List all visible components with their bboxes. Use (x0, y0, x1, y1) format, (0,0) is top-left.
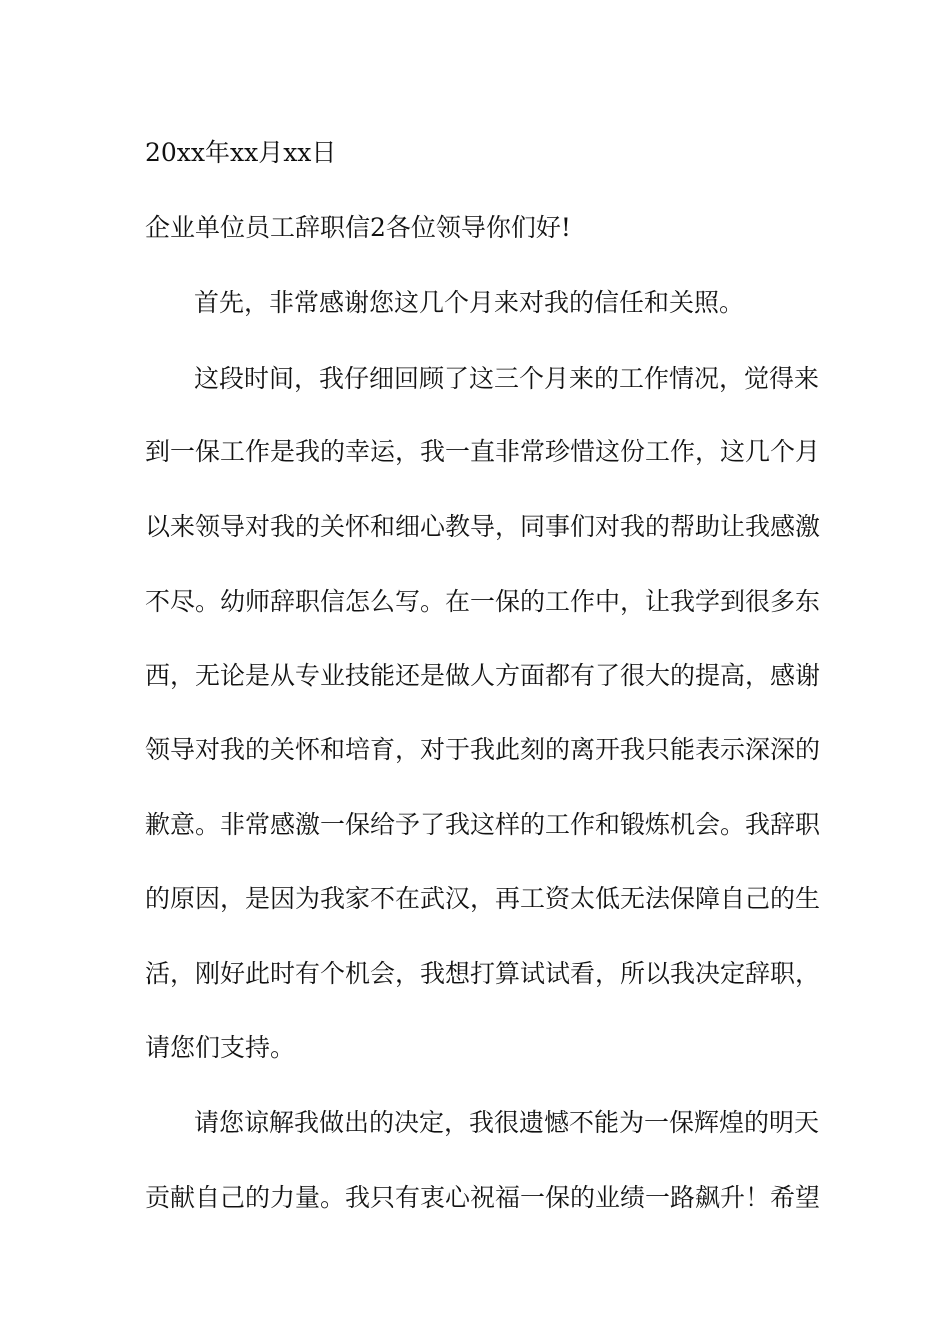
paragraph-2-line-4: 不尽。幼师辞职信怎么写。在一保的工作中，让我学到很多东 (145, 587, 821, 616)
paragraph-2-line-7: 歉意。非常感激一保给予了我这样的工作和锻炼机会。我辞职 (145, 810, 821, 839)
paragraph-2-line-8: 的原因，是因为我家不在武汉，再工资太低无法保障自己的生 (145, 884, 821, 913)
paragraph-3-line-1: 请您谅解我做出的决定，我很遗憾不能为一保辉煌的明天 (194, 1108, 820, 1137)
letter-date: 20xx年xx月xx日 (145, 138, 337, 167)
paragraph-2-line-10: 请您们支持。 (145, 1033, 296, 1062)
paragraph-2-line-1: 这段时间，我仔细回顾了这三个月来的工作情况，觉得来 (194, 364, 820, 393)
paragraph-1-line-1: 首先，非常感谢您这几个月来对我的信任和关照。 (194, 288, 745, 317)
paragraph-2-line-6: 领导对我的关怀和培育，对于我此刻的离开我只能表示深深的 (145, 735, 821, 764)
paragraph-2-line-9: 活，刚好此时有个机会，我想打算试试看，所以我决定辞职， (145, 959, 821, 988)
paragraph-3-line-2: 贡献自己的力量。我只有衷心祝福一保的业绩一路飙升！希望 (145, 1183, 821, 1212)
paragraph-2-line-5: 西，无论是从专业技能还是做人方面都有了很大的提高，感谢 (145, 661, 821, 690)
letter-heading: 企业单位员工辞职信2各位领导你们好! (145, 213, 571, 242)
paragraph-2-line-3: 以来领导对我的关怀和细心教导，同事们对我的帮助让我感激 (145, 512, 821, 541)
paragraph-2-line-2: 到一保工作是我的幸运，我一直非常珍惜这份工作，这几个月 (145, 437, 821, 466)
